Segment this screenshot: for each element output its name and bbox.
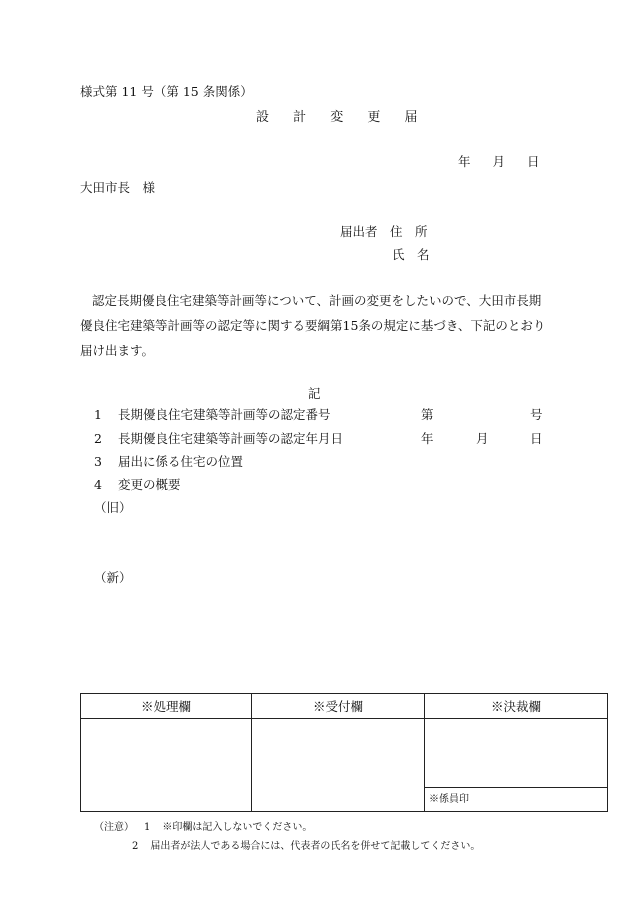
date-line: 年 月 日 [458,154,540,169]
approval-stamp-area [425,719,607,787]
record-heading: 記 [308,386,321,401]
item-label: 届出に係る住宅の位置 [118,454,244,469]
item-number: 3 [94,454,102,469]
record-item-4 [94,475,181,493]
cert-number-prefix: 第 [421,407,434,422]
record-item-2 [94,429,343,447]
old-content-label: （旧） [94,500,132,515]
new-content-label: （新） [94,570,132,585]
item-label: 変更の概要 [118,477,181,492]
note-text: ※印欄は記入しないでください。 [162,822,313,833]
item-number: 4 [94,477,102,492]
item-label: 長期優良住宅建築等計画等の認定年月日 [118,431,344,446]
record-item-1 [94,405,331,423]
applicant-address-label: 届出者 住 所 [340,224,428,239]
body-paragraph: 認定長期優良住宅建築等計画等について、計画の変更をしたいので、大田市長期優良住宅建築等計画等の認定等に関する要綱第15条の規定に基づき、下記のとおり届け出ます。 [80,293,546,358]
note-1 [94,818,312,833]
cert-date-day: 日 [530,431,543,446]
reception-cell [252,719,425,812]
notes-prefix: （注意） [94,822,134,833]
processing-column-header: ※処理欄 [81,694,252,719]
processing-cell [81,719,252,812]
document-title: 設 計 変 更 届 [256,110,428,125]
cert-date-year: 年 [421,431,434,446]
item-label: 長期優良住宅建築等計画等の認定番号 [118,407,331,422]
applicant-name-label: 氏 名 [392,247,430,262]
note-text: 届出者が法人である場合には、代表者の氏名を併せて記載してください。 [150,841,481,852]
approval-cell [425,719,608,812]
item-number: 2 [94,431,102,446]
item-number: 1 [94,407,102,422]
note-2 [132,837,480,852]
note-number: 1 [144,822,151,833]
office-use-table [80,693,608,812]
staff-seal-label: ※係員印 [425,787,607,811]
reception-column-header: ※受付欄 [252,694,425,719]
approval-column-header: ※決裁欄 [425,694,608,719]
note-number: 2 [132,841,139,852]
form-number: 様式第 11 号（第 15 条関係） [80,84,253,99]
record-item-3 [94,452,243,470]
addressee: 大田市長 様 [80,180,156,195]
cert-date-month: 月 [476,431,489,446]
cert-number-suffix: 号 [530,407,543,422]
